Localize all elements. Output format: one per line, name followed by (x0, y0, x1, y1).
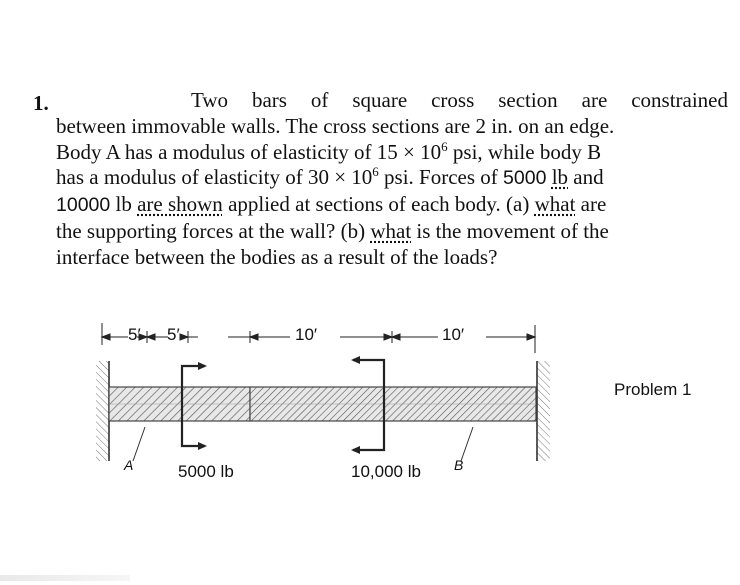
text-run: the supporting forces at the wall? (b) (56, 218, 371, 243)
force-10000: 10000 (56, 194, 111, 217)
leader-b (461, 427, 473, 461)
problem-line-2: between immovable walls. The cross sections are 2 in. on an edge. (56, 113, 615, 138)
word: Two (191, 88, 229, 112)
figure-caption: Problem 1 (614, 380, 692, 399)
are-shown-underlined: are shown (137, 192, 223, 217)
bar-diagram (88, 315, 558, 500)
problem-line-6 (56, 219, 728, 245)
text-run: applied at sections of each body. (a) (222, 192, 535, 217)
word: bars (251, 88, 287, 112)
left-wall (96, 361, 110, 461)
exponent: 6 (372, 164, 379, 180)
right-wall (536, 361, 550, 461)
text-run: is the movement of the (411, 218, 609, 243)
load-b-label: 10,000 lb (351, 462, 421, 481)
problem-line-5 (56, 192, 728, 219)
text-run: lb (110, 192, 138, 217)
dim-label-1: 5′ (128, 325, 141, 344)
bar-body-b (250, 387, 536, 421)
text-run: are (575, 192, 607, 217)
exponent: 6 (441, 138, 448, 154)
body-a-label: A (124, 457, 134, 473)
text-run: and (568, 165, 604, 190)
unit-lb: lb (551, 165, 569, 190)
text-run: psi, while body B (447, 139, 602, 164)
what-underlined: what (534, 192, 576, 217)
problem-number: 1. (33, 91, 49, 115)
scan-artifact (0, 575, 130, 581)
force-5000: 5000 (503, 167, 547, 190)
bar-diagram-svg (88, 315, 558, 500)
word: section (498, 88, 558, 112)
text-run: has a modulus of elasticity of 30 × 10 (56, 165, 373, 190)
leader-a (133, 427, 145, 461)
body-b-label: B (454, 457, 464, 473)
dim-label-4: 10′ (442, 325, 465, 344)
word: of (310, 88, 329, 112)
problem-line-1 (56, 88, 728, 114)
dim-label-2: 5′ (167, 325, 180, 344)
word: square (352, 88, 408, 112)
problem-statement (56, 88, 728, 271)
problem-line-4 (56, 165, 728, 192)
problem-line-3 (56, 140, 728, 166)
word: are (581, 88, 608, 112)
text-run: Body A has a modulus of elasticity of 15 × 10 (56, 139, 442, 164)
word: cross (431, 88, 475, 112)
bar-body-a (109, 387, 250, 421)
load-a-label: 5000 lb (178, 462, 234, 481)
what-underlined: what (370, 218, 412, 243)
dim-label-3: 10′ (295, 325, 318, 344)
word: constrained (631, 88, 728, 112)
text-run: psi. Forces of (378, 165, 504, 190)
problem-line-7: interface between the bodies as a result of the loads? (56, 244, 498, 269)
